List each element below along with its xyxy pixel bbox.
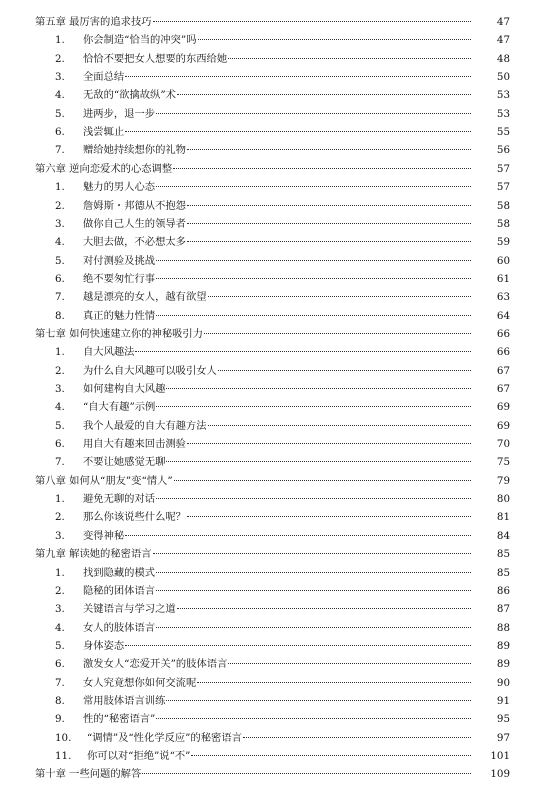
toc-item-title: 隐秘的团体语言	[83, 584, 156, 597]
toc-item-line	[0, 508, 555, 526]
toc-item-number: 2.	[55, 52, 65, 65]
toc-item-title: 身体姿态	[83, 639, 125, 652]
toc-item-title: 用自大有趣来回击测验	[83, 438, 186, 451]
toc-page-number: 109	[490, 768, 510, 781]
toc-item-number: 4.	[55, 236, 65, 249]
toc-item-title: 避免无聊的对话	[83, 493, 156, 506]
toc-item-line	[0, 141, 555, 159]
toc-item-line	[0, 123, 555, 141]
dot-leader	[125, 645, 471, 646]
dot-leader	[208, 425, 471, 426]
toc-item-number: 3.	[55, 217, 65, 230]
toc-item-title: 女人究竟想你如何交流呢	[83, 676, 197, 689]
toc-item-title: “调情”及“性化学反应”的秘密语言	[87, 731, 242, 744]
toc-chapter-line	[0, 160, 555, 178]
dot-leader	[166, 461, 471, 462]
toc-item-line	[0, 674, 555, 692]
dot-leader	[156, 572, 471, 573]
dot-leader	[208, 296, 471, 297]
toc-item-line	[0, 50, 555, 68]
toc-item-line	[0, 637, 555, 655]
dot-leader	[187, 149, 471, 150]
dot-leader	[125, 76, 471, 77]
toc-item-number: 8.	[55, 694, 65, 707]
toc-item-number: 3.	[55, 383, 65, 395]
toc-page-number: 89	[496, 639, 510, 652]
toc-item-title: 为什么自大风趣可以吸引女人	[83, 364, 217, 377]
toc-item-number: 9.	[55, 713, 65, 726]
toc-item-number: 5.	[55, 639, 65, 652]
toc-item-line	[0, 233, 555, 251]
toc-item-line	[0, 343, 555, 361]
toc-page-number: 48	[496, 52, 510, 65]
toc-page-number: 79	[496, 474, 510, 487]
toc-page-number: 88	[496, 621, 510, 634]
dot-leader	[156, 406, 471, 407]
dot-leader	[135, 351, 471, 352]
toc-chapter-title: 第十章 一些问题的解答	[35, 768, 142, 781]
toc-item-title: 越是漂亮的女人，越有欲望	[83, 291, 207, 304]
toc-page-number: 67	[496, 383, 510, 395]
toc-item-line	[0, 490, 555, 508]
toc-item-number: 5.	[55, 419, 65, 432]
toc-chapter-title: 第七章 如何快速建立你的神秘吸引力	[35, 327, 204, 340]
dot-leader	[153, 553, 471, 554]
toc-item-line	[0, 564, 555, 582]
toc-page-number: 58	[496, 217, 510, 230]
dot-leader	[156, 627, 471, 628]
dot-leader	[177, 608, 471, 609]
toc-item-title: 詹姆斯・邦德从不抱怨	[83, 199, 186, 212]
toc-item-title: 无敌的“欲擒故纵”术	[83, 89, 176, 102]
toc-item-line	[0, 417, 555, 435]
toc-item-number: 11.	[55, 750, 72, 762]
dot-leader	[187, 241, 471, 242]
toc-item-line	[0, 600, 555, 618]
toc-item-line	[0, 252, 555, 270]
dot-leader	[156, 498, 471, 499]
dot-leader	[156, 590, 471, 591]
toc-page-number: 69	[496, 401, 510, 414]
toc-item-line	[0, 178, 555, 196]
toc-page-number: 86	[496, 584, 510, 597]
toc-page-number: 63	[496, 291, 510, 304]
toc-item-number: 7.	[55, 456, 65, 469]
toc-item-number: 1.	[55, 566, 65, 579]
dot-leader	[174, 480, 471, 481]
toc-item-title: 对付测验及挑战	[83, 254, 156, 267]
toc-item-line	[0, 453, 555, 471]
toc-item-number: 3.	[55, 71, 65, 84]
toc-item-number: 7.	[55, 676, 65, 689]
dot-leader	[156, 113, 471, 114]
toc-item-title: 赠给她持续想你的礼物	[83, 144, 186, 157]
dot-leader	[228, 58, 471, 59]
toc-item-line	[0, 31, 555, 49]
toc-item-title: 激发女人“恋爱开关”的肢体语言	[83, 658, 228, 671]
toc-item-title: 魅力的男人心态	[83, 181, 156, 194]
toc-item-number: 2.	[55, 364, 65, 377]
toc-item-line	[0, 197, 555, 215]
toc-item-title: 全面总结	[83, 71, 125, 84]
toc-item-number: 6.	[55, 438, 65, 451]
toc-page-number: 97	[496, 731, 510, 744]
toc-page-number: 70	[496, 438, 510, 451]
dot-leader	[187, 516, 471, 517]
toc-item-number: 5.	[55, 254, 65, 267]
toc-item-line	[0, 582, 555, 600]
toc-chapter-line	[0, 472, 555, 490]
toc-item-title: 大胆去做，不必想太多	[83, 236, 186, 249]
toc-item-title: 那么你该说些什么呢？	[83, 511, 186, 524]
toc-item-number: 8.	[55, 309, 65, 322]
toc-item-line	[0, 655, 555, 673]
toc-item-title: 找到隐藏的模式	[83, 566, 156, 579]
toc-page-number: 47	[496, 16, 510, 28]
toc-item-line	[0, 527, 555, 545]
dot-leader	[166, 700, 471, 701]
toc-item-line	[0, 747, 555, 765]
toc-item-title: 做你自己人生的领导者	[83, 217, 186, 230]
dot-leader	[187, 223, 471, 224]
toc-item-title: 自大风趣法	[83, 346, 135, 359]
toc-item-number: 7.	[55, 291, 65, 304]
toc-page-number: 53	[496, 89, 510, 102]
toc-item-number: 6.	[55, 658, 65, 671]
toc-page-number: 66	[496, 346, 510, 359]
toc-item-title: 你会制造“恰当的冲突”吗	[83, 34, 197, 47]
toc-page-number: 47	[496, 34, 510, 47]
toc-item-line	[0, 215, 555, 233]
toc-item-number: 6.	[55, 272, 65, 285]
toc-item-line	[0, 362, 555, 380]
toc-item-number: 4.	[55, 401, 65, 414]
toc-page-number: 57	[496, 181, 510, 194]
toc-item-number: 2.	[55, 511, 65, 524]
toc-item-title: 进两步，退一步	[83, 107, 156, 120]
toc-chapter-line	[0, 765, 555, 783]
dot-leader	[142, 773, 471, 774]
toc-page-number: 66	[496, 327, 510, 340]
toc-chapter-title: 第五章 最厉害的追求技巧	[35, 16, 152, 28]
toc-item-number: 4.	[55, 621, 65, 634]
toc-item-line	[0, 288, 555, 306]
dot-leader	[177, 94, 471, 95]
toc-page-number: 67	[496, 364, 510, 377]
toc-item-line	[0, 105, 555, 123]
dot-leader	[156, 315, 471, 316]
toc-chapter-line	[0, 325, 555, 343]
toc-page-number: 55	[496, 126, 510, 139]
toc-item-number: 1.	[55, 346, 65, 359]
dot-leader	[156, 718, 471, 719]
toc-item-number: 4.	[55, 89, 65, 102]
toc-item-number: 2.	[55, 584, 65, 597]
toc-page-number: 57	[496, 162, 510, 175]
toc-item-line	[0, 619, 555, 637]
toc-item-title: 变得神秘	[83, 529, 125, 542]
toc-item-title: 关键语言与学习之道	[83, 603, 176, 616]
toc-item-line	[0, 86, 555, 104]
toc-item-title: 如何建构自大风趣	[83, 383, 166, 395]
dot-leader	[197, 682, 471, 683]
toc-item-title: 浅尝辄止	[83, 126, 125, 139]
toc-item-title: 女人的肢体语言	[83, 621, 156, 634]
toc-page-number: 91	[496, 694, 510, 707]
toc-page-number: 69	[496, 419, 510, 432]
toc-page-number: 58	[496, 199, 510, 212]
toc-item-number: 5.	[55, 107, 65, 120]
toc-item-line	[0, 68, 555, 86]
toc-page-number: 64	[496, 309, 510, 322]
toc-item-line	[0, 435, 555, 453]
toc-item-number: 2.	[55, 199, 65, 212]
dot-leader	[187, 443, 471, 444]
toc-item-line	[0, 270, 555, 288]
toc-item-title: 恰恰不要把女人想要的东西给她	[83, 52, 228, 65]
toc-item-title: 常用肢体语言训练	[83, 694, 166, 707]
toc-item-title: “自大有趣”示例	[83, 401, 156, 414]
toc-item-title: 性的“秘密语言”	[83, 713, 156, 726]
toc-page-number: 81	[496, 511, 510, 524]
dot-leader	[156, 260, 471, 261]
toc-item-line	[0, 380, 555, 398]
toc-page-number: 61	[496, 272, 510, 285]
dot-leader	[187, 205, 471, 206]
toc-item-number: 3.	[55, 603, 65, 616]
toc-page-number: 53	[496, 107, 510, 120]
toc-item-number: 3.	[55, 529, 65, 542]
toc-item-number: 1.	[55, 34, 65, 47]
dot-leader	[173, 168, 471, 169]
toc-item-title: 绝不要匆忙行事	[83, 272, 156, 285]
toc-item-title: 我个人最爱的自大有趣方法	[83, 419, 207, 432]
toc-page-number: 84	[496, 529, 510, 542]
dot-leader	[243, 737, 471, 738]
dot-leader	[166, 388, 471, 389]
toc-page-number: 60	[496, 254, 510, 267]
dot-leader	[156, 278, 471, 279]
toc-item-line	[0, 398, 555, 416]
toc-chapter-title: 第八章 如何从“朋友”变“情人”	[35, 474, 173, 487]
toc-item-title: 真正的魅力性情	[83, 309, 156, 322]
toc-item-title: 你可以对“拒绝”说“不”	[87, 750, 191, 762]
toc-chapter-line	[0, 545, 555, 563]
toc-page-number: 75	[496, 456, 510, 469]
toc-chapter-title: 第六章 逆向恋爱术的心态调整	[35, 162, 173, 175]
toc-page-number: 95	[496, 713, 510, 726]
toc-page-number: 85	[496, 548, 510, 561]
toc-chapter-line	[0, 13, 555, 31]
toc-item-number: 1.	[55, 181, 65, 194]
toc-page-number: 90	[496, 676, 510, 689]
dot-leader	[153, 21, 471, 22]
toc-item-title: 不要让她感觉无聊	[83, 456, 166, 469]
dot-leader	[218, 370, 471, 371]
toc-page-number: 87	[496, 603, 510, 616]
dot-leader	[125, 131, 471, 132]
dot-leader	[228, 663, 471, 664]
toc-page-number: 50	[496, 71, 510, 84]
toc-page-number: 59	[496, 236, 510, 249]
toc-page-number: 101	[490, 750, 510, 762]
toc-page-number: 56	[496, 144, 510, 157]
dot-leader	[191, 755, 471, 756]
toc-page-number: 80	[496, 493, 510, 506]
dot-leader	[204, 333, 471, 334]
dot-leader	[156, 186, 471, 187]
toc-item-number: 6.	[55, 126, 65, 139]
toc-item-line	[0, 729, 555, 747]
toc-page-number: 85	[496, 566, 510, 579]
toc-item-number: 1.	[55, 493, 65, 506]
dot-leader	[125, 535, 471, 536]
toc-chapter-title: 第九章 解读她的秘密语言	[35, 548, 152, 561]
dot-leader	[198, 39, 472, 40]
toc-item-line	[0, 307, 555, 325]
toc-page-number: 89	[496, 658, 510, 671]
toc-item-line	[0, 710, 555, 728]
toc-item-number: 7.	[55, 144, 65, 157]
toc-item-line	[0, 692, 555, 710]
toc-item-number: 10.	[55, 731, 72, 744]
